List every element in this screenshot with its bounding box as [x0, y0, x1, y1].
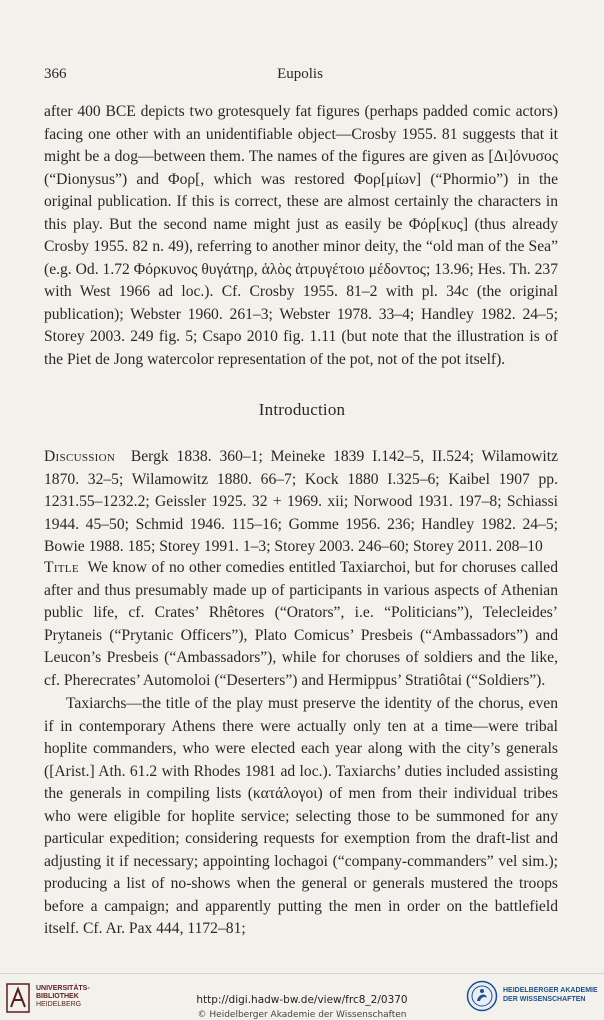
paragraph-title: [44, 557, 558, 692]
paragraph-discussion: [44, 446, 558, 559]
university-line-3: HEIDELBERG: [36, 1001, 82, 1008]
academy-line-1: HEIDELBERGER AKADEMIE: [503, 987, 598, 994]
section-heading: Introduction: [258, 400, 346, 419]
footer-url-link[interactable]: http://digi.hadw-bw.de/view/frc8_2/0370: [196, 994, 408, 1006]
title-label: Title: [44, 559, 79, 576]
discussion-text: Bergk 1838. 360–1; Meineke 1839 I.142–5, II.524; Wilamowitz 1870. 32–5; Wilamowitz 1880. 66–7; Kock 1880 I.325–6; Kaibel 1907 pp. 1231.55–1232.2; Geissler 1925. 32 + 1969. xii; Norwood 1931. 197–8; Schiassi 1944. 45–50; Schmid 1946. 115–16; Gomme 1956. 236; Handley 1982. 24–5; Bowie 1988. 185; Storey 1991. 1–3; Storey 2003. 246–60; Storey 2011. 208–10: [44, 448, 559, 555]
academy-line-2: DER WISSENSCHAFTEN: [503, 996, 586, 1003]
university-line-1: UNIVERSITÄTS-: [36, 985, 90, 992]
discussion-label: Discussion: [44, 448, 116, 465]
title-text: We know of no other comedies entitled Taxiarchoi, but for choruses called after and thus presumably made up of participants in various aspects of Athenian public life, cf. Crates’ Rhêtores (“Orators”, i.e. “Politicians”), Telecleides’ Prytaneis (“Prytanic Officers”), Plato Comicus’ Presbeis (“Ambassadors”) and Leucon’s Presbeis (“Ambassadors”), while for choruses of soldiers and the like, cf. Pherecrates’ Automoloi (“Deserters”) and Hermippus’ Stratiôtai (“Soldiers”).: [44, 559, 559, 689]
paragraph-intro-continuation: [44, 101, 558, 371]
academy-text: [503, 986, 598, 1004]
page-header: [44, 66, 556, 86]
footer-copyright: © Heidelberger Akademie der Wissenschaften: [197, 1010, 407, 1020]
paragraph-taxiarchs: [44, 693, 558, 941]
footer-strip: [0, 973, 604, 1020]
running-title: Eupolis: [277, 66, 323, 82]
academy-seal-icon: [466, 980, 498, 1012]
university-line-2: BIBLIOTHEK: [36, 993, 79, 1000]
paragraph-text: [44, 446, 558, 559]
paragraph-text: [44, 557, 558, 692]
paragraph-text: Taxiarchs—the title of the play must preserve the identity of the chorus, even if in contemporary Athens there were actually only ten at a time—were tribal hoplite commanders, who were elected each year along with the city’s generals ([Arist.] Ath. 61.2 with Rhodes 1981 ad loc.). Taxiarchs’ duties included assisting the generals in compiling lists (κατάλογοι) of men from their individual tribes who were eligible for hoplite service; selecting those to be summoned for any particular expedition; considering requests for exemption from the draft-list and adjusting it if necessary; appointing lochagoi (“company-commanders” vel sim.); producing a list of no-shows when the general or generals mustered the troops before a campaign; and apparently putting the men in order on the battlefield itself. Cf. Ar. Pax 444, 1172–81;: [44, 695, 558, 937]
paragraph-text: after 400 BCE depicts two grotesquely fat figures (perhaps padded comic actors) facing one other with an unidentifiable object—Crosby 1955. 81 suggests that it might be a dog—between them. The names of the figures are given as [Δι]όνυσος (“Dionysus”) and Φορ[, which was restored Φορ[μίων] (“Phormio”) in the original publication. If this is correct, these are almost certainly the characters in this play. But the second name might just as easily be Φόρ[κυς] (thus already Crosby 1955. 82 n. 49), referring to another minor deity, the “old man of the Sea” (e.g. Od. 1.72 Φόρκυνος θυγάτηρ, ἁλὸς ἀτρυγέτοιο μέδοντος; 13.96; Hes. Th. 237 with West 1966 ad loc.). Cf. Crosby 1955. 81–2 with pl. 34c (the original publication); Webster 1960. 261–3; Webster 1978. 33–4; Handley 1982. 24–5; Storey 2003. 249 fig. 5; Csapo 2010 fig. 1.11 (but note that the illustration is of the Piet de Jong watercolor representation of the pot, not of the pot itself).: [44, 103, 558, 368]
page-number: 366: [44, 66, 67, 82]
